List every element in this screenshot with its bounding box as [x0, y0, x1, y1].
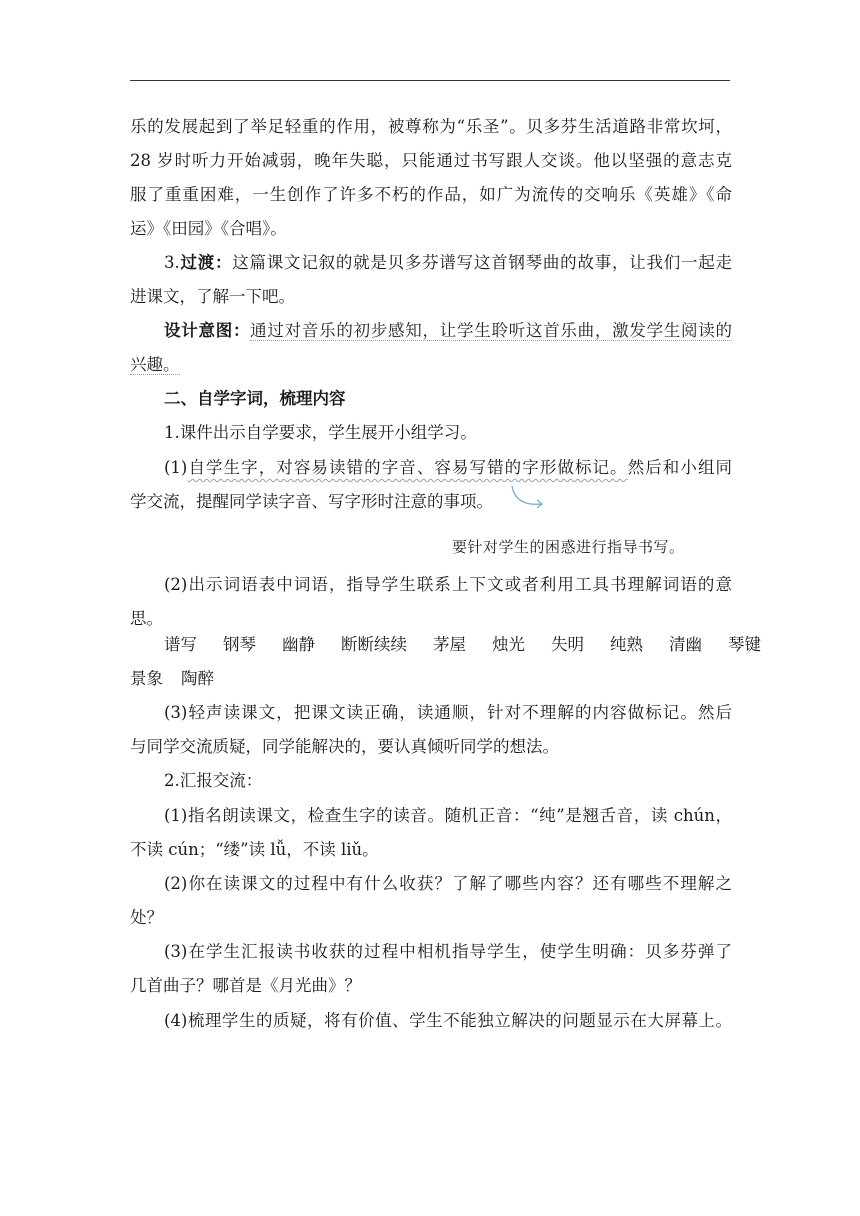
vocab-word: 陶醉 [181, 669, 214, 688]
vocab-word: 纯熟 [610, 635, 643, 654]
header-rule [130, 80, 730, 81]
transition-text: 这篇课文记叙的就是贝多芬谱写这首钢琴曲的故事，让我们一起走 [232, 253, 732, 272]
vocab-word: 钢琴 [223, 635, 256, 654]
vocab-word: 失明 [551, 635, 584, 654]
vocab-row [130, 668, 732, 690]
transition-number: 3. [164, 253, 180, 272]
vocab-word: 清幽 [669, 635, 702, 654]
vocab-word: 琴键 [728, 635, 761, 654]
vocab-word: 茅屋 [433, 635, 466, 654]
paragraph-line: 乐的发展起到了举足轻重的作用，被尊称为“乐圣”。贝多芬生活道路非常坎坷， [130, 117, 732, 136]
paragraph-line: (3)轻声读课文，把课文读正确，读通顺，针对不理解的内容做标记。然后 [164, 703, 732, 722]
paragraph-line: 不读 cún；“缕”读 lǚ，不读 liǔ。 [130, 840, 379, 859]
design-intent [164, 320, 732, 342]
paragraph-line: 思。 [130, 609, 163, 628]
paragraph-line: (4)梳理学生的质疑，将有价值、学生不能独立解决的问题显示在大屏幕上。 [164, 1011, 732, 1030]
transition-paragraph [164, 252, 732, 274]
sub-item [164, 457, 732, 479]
paragraph-line: 进课文，了解一下吧。 [130, 287, 295, 306]
annotation-arrow-icon [508, 484, 548, 514]
underlined-text: 自学生字，对容易读错的字音、容易写错的字形做标记。 [187, 458, 628, 477]
margin-annotation: 要针对学生的困惑进行指导书写。 [452, 538, 685, 556]
design-intent-label: 设计意图： [164, 321, 251, 340]
design-intent-line [130, 354, 732, 376]
transition-label: 过渡： [179, 253, 233, 272]
paragraph-line: 与同学交流质疑，同学能解决的，要认真倾听同学的想法。 [130, 737, 559, 756]
list-item: 2.汇报交流： [164, 771, 263, 790]
paragraph-line: 28 岁时听力开始减弱，晚年失聪，只能通过书写跟人交谈。他以坚强的意志克 [130, 151, 732, 170]
paragraph-line: (2)你在读课文的过程中有什么收获？了解了哪些内容？还有哪些不理解之 [164, 874, 732, 893]
paragraph-line: 处？ [130, 908, 163, 927]
sub-item-number: (1) [164, 458, 188, 477]
design-intent-text: 兴趣。 [130, 355, 180, 374]
list-item: 1.课件出示自学要求，学生展开小组学习。 [164, 423, 477, 442]
vocab-word: 谱写 [164, 635, 197, 654]
vocab-word: 断断续续 [341, 635, 407, 654]
vocab-row [164, 634, 761, 656]
vocab-word: 景象 [130, 669, 163, 688]
vocab-word: 幽静 [282, 635, 315, 654]
design-intent-text: 通过对音乐的初步感知，让学生聆听这首乐曲，激发学生阅读的 [250, 321, 732, 340]
paragraph-line: (3)在学生汇报读书收获的过程中相机指导学生，使学生明确：贝多芬弹了 [164, 942, 732, 961]
paragraph-line: 运》《田园》《合唱》。 [130, 219, 287, 238]
vocab-word: 烛光 [492, 635, 525, 654]
paragraph-line: 几首曲子？哪首是《月光曲》？ [130, 976, 361, 995]
paragraph-line: 服了重重困难，一生创作了许多不朽的作品，如广为流传的交响乐《英雄》《命 [130, 185, 732, 204]
paragraph-line: (1)指名朗读课文，检查生字的读音。随机正音：“纯”是翘舌音，读 chún， [164, 806, 732, 825]
sub-item-text: 然后和小组同 [627, 458, 733, 477]
paragraph-line: 学交流，提醒同学读字音、写字形时注意的事项。 [130, 492, 493, 511]
section-heading: 二、自学字词，梳理内容 [164, 389, 346, 408]
paragraph-line: (2)出示词语表中词语，指导学生联系上下文或者利用工具书理解词语的意 [164, 575, 732, 594]
